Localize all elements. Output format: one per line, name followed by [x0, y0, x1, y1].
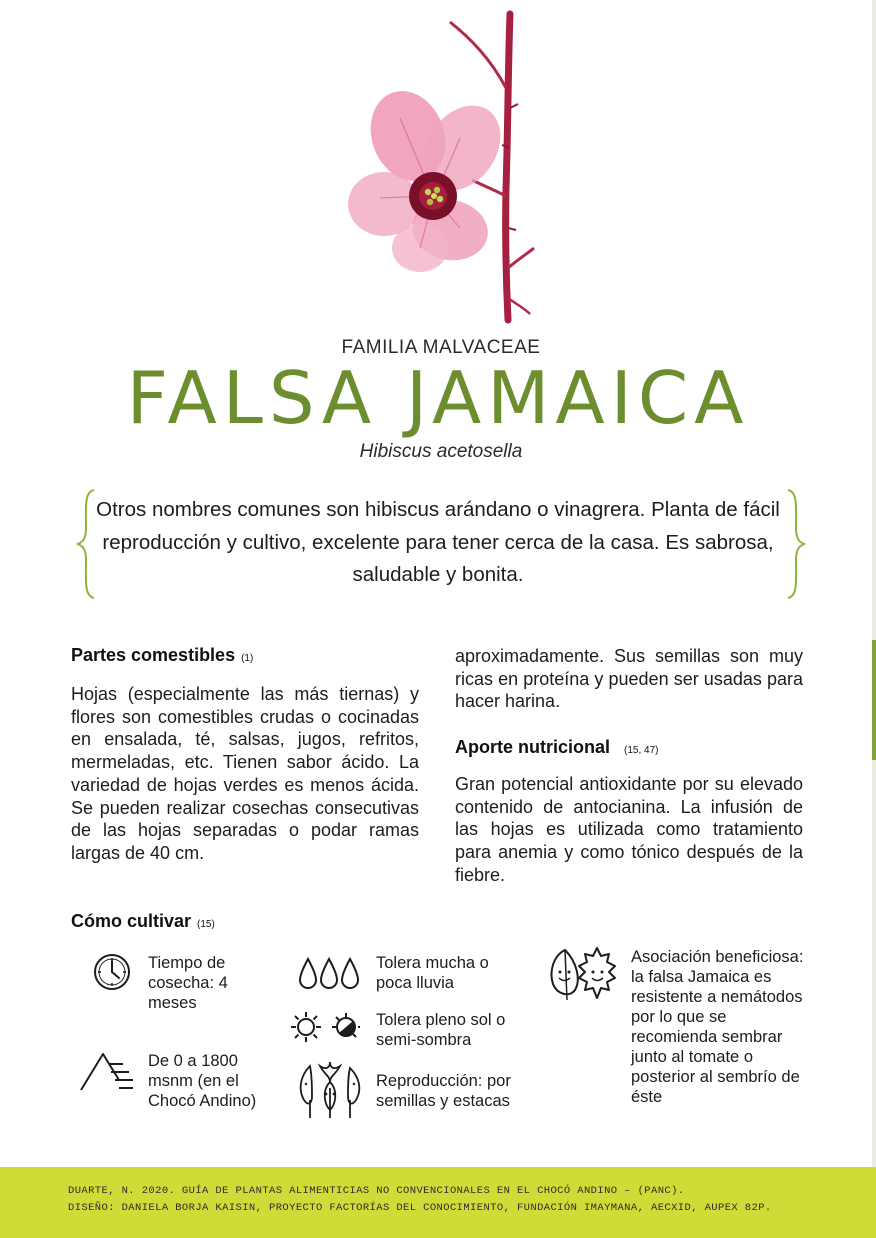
sun-tolerance-text: Tolera pleno sol o semi-sombra: [376, 1011, 506, 1049]
footer-citation: DUARTE, N. 2020. GUÍA DE PLANTAS ALIMENTICIAS NO CONVENCIONALES EN EL CHOCÓ ANDINO – (PANC).: [68, 1185, 685, 1197]
sun-shade-icon: [289, 1010, 363, 1044]
seedling-icon: [296, 1060, 364, 1122]
footer-credits: DISEÑO: DANIELA BORJA KAISIN, PROYECTO FACTORÍAS DEL CONOCIMIENTO, FUNDACIÓN IMAYMANA, AECXID, AUPEX 82P.: [68, 1202, 772, 1214]
altitude-text: De 0 a 1800 msnm (en el Chocó Andino): [148, 1052, 257, 1110]
edible-parts-ref: (1): [241, 653, 254, 664]
nutrition-text: Gran potencial antioxidante por su elevado contenido de antocianina. La infusión de las hojas es utilizada como tratamiento para anemia y como tónico después de la fiebre.: [455, 774, 803, 885]
scientific-name: Hibiscus acetosella: [359, 441, 523, 462]
association-text: Asociación beneficiosa: la falsa Jamaica es resistente a nemátodos por lo que se recomienda sembrar junto al tomate o posterior al sembrío de éste: [631, 948, 804, 1106]
raindrops-icon: [298, 956, 360, 990]
nutrition-heading: [455, 737, 658, 758]
reproduction-text: Reproducción: por semillas y estacas: [376, 1072, 511, 1110]
page-edge-strip: [872, 0, 876, 1238]
footer-band: [0, 1167, 876, 1238]
mountain-icon: [79, 1050, 137, 1094]
page-edge-accent: [872, 640, 876, 760]
page-title: FALSA JAMAICA: [126, 356, 750, 440]
cultivation-title: Cómo cultivar: [71, 911, 192, 931]
cultivation-ref: (15): [197, 919, 215, 930]
rain-tolerance-text: Tolera mucha o poca lluvia: [376, 954, 489, 992]
clock-icon: [91, 952, 133, 992]
plant-family: FAMILIA MALVACEAE: [341, 337, 541, 358]
companion-plants-icon: [549, 946, 619, 1004]
right-brace-icon: [782, 488, 806, 600]
edible-parts-heading: [71, 645, 253, 666]
edible-parts-text-continued: aproximadamente. Sus semillas son muy ricas en proteína y pueden ser usadas para hacer harina.: [455, 646, 803, 712]
edible-parts-title: Partes comestibles: [71, 645, 236, 665]
hibiscus-flower-illustration: [340, 8, 540, 326]
nutrition-ref: (15, 47): [624, 745, 659, 756]
edible-parts-text: Hojas (especialmente las más tiernas) y flores son comestibles crudas o cocinadas en ensalada, té, salsas, jugos, refritos, mermeladas, etc. Tienen sabor ácido. La variedad de hojas verdes es menos ácida. Se pueden realizar cosechas consecutivas de las hojas separadas o podar ramas largas de 40 cm.: [71, 684, 419, 863]
intro-text: Otros nombres comunes son hibiscus arándano o vinagrera. Planta de fácil reproducción y cultivo, excelente para tener cerca de la casa. Es sabrosa, saludable y bonita.: [96, 498, 780, 586]
nutrition-title: Aporte nutricional: [455, 737, 611, 757]
harvest-time-text: Tiempo de cosecha: 4 meses: [148, 954, 228, 1012]
cultivation-heading: [71, 911, 215, 932]
